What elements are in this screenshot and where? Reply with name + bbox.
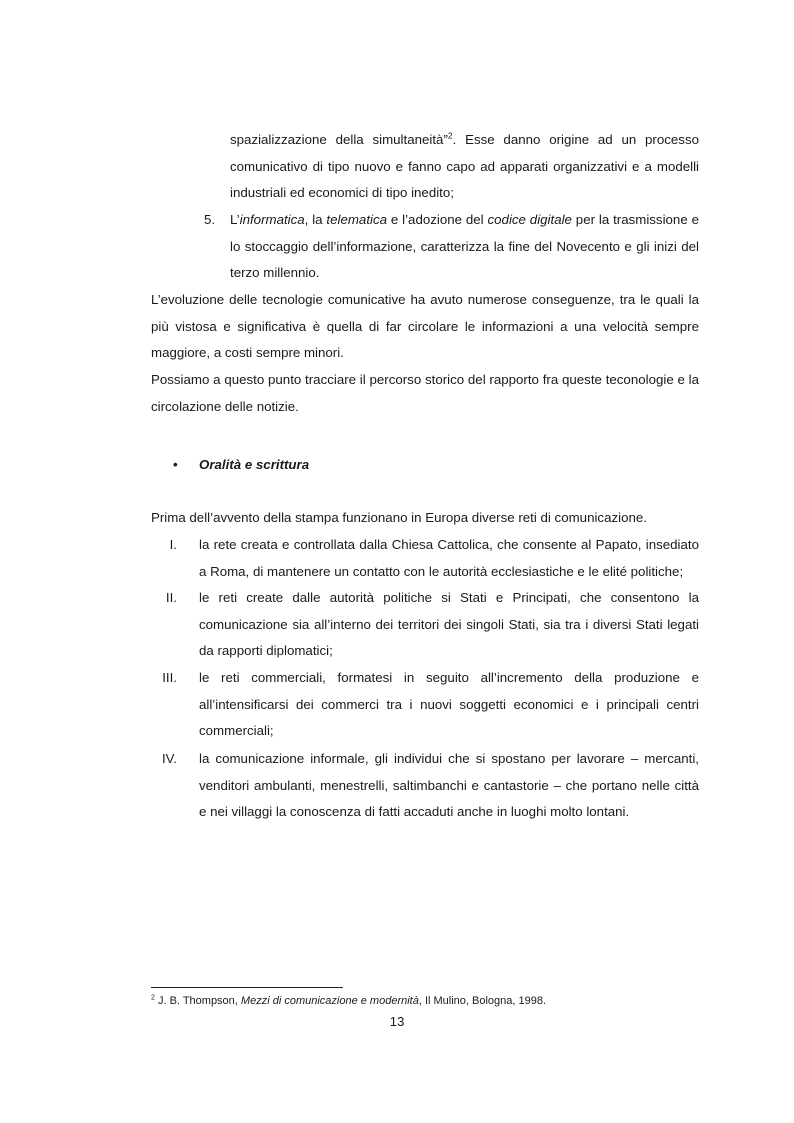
list-item-number: I. [169, 537, 177, 552]
page-number: 13 [389, 1014, 405, 1029]
footnote-title: Mezzi di comunicazione e modernità [240, 995, 419, 1007]
text-run: e l’adozione del [387, 212, 488, 227]
list-item-number: IV. [161, 751, 177, 766]
term-telematica: telematica [326, 212, 388, 227]
term-codice-digitale: codice digitale [487, 212, 572, 227]
footnote-number: 2 [151, 994, 155, 1002]
paragraph-percorso-storico: Possiamo a questo punto tracciare il percorso storico del rapporto fra queste teconologie e la circolazione delle notizie. [151, 372, 699, 414]
footnote-author: J. B. Thompson, [154, 995, 241, 1007]
section-heading [173, 452, 309, 479]
footnote [151, 993, 699, 1009]
list-item-continuation [230, 127, 699, 207]
paragraph-reti-comunicazione: Prima dell’avvento della stampa funzionano in Europa diverse reti di comunicazione. [151, 510, 647, 525]
list-item-roman-2 [151, 585, 699, 665]
text-run: per la trasmissione e lo stoccaggio dell’informazione, caratterizza la fine del Novecento e gli inizi del terzo millennio. [230, 212, 699, 281]
list-item-roman-4 [151, 746, 699, 826]
footnote-separator [151, 987, 343, 988]
list-item-body: la rete creata e controllata dalla Chiesa Cattolica, che consente al Papato, insediato a Roma, di mantenere un contatto con le autorità ecclesiastiche e le elité politiche; [199, 537, 699, 579]
text-run: , la [304, 212, 327, 227]
term-informatica: informatica [239, 212, 305, 227]
list-item-roman-3 [151, 665, 699, 745]
text-run: L’ [230, 212, 240, 227]
list-item-body: le reti create dalle autorità politiche si Stati e Principati, che consentono la comunicazione sia all’interno dei territori dei singoli Stati, sia tra i diversi Stati legati da rapporti diplomatici; [199, 590, 699, 659]
list-item-number: III. [162, 670, 177, 685]
list-item-roman-1 [151, 532, 699, 585]
bullet-icon: • [173, 457, 178, 472]
continuation-text-start: spazializzazione della simultaneità” [230, 132, 448, 147]
footnote-reference[interactable]: 2 [447, 130, 453, 141]
list-item-body: la comunicazione informale, gli individui che si spostano per lavorare – mercanti, venditori ambulanti, menestrelli, saltimbanchi e cantastorie – che portano nelle città e nei villaggi la conoscenza di fatti accaduti anche in luoghi molto lontani. [199, 751, 699, 820]
list-item-5 [204, 207, 699, 287]
list-item-number: 5. [204, 212, 216, 227]
footnote-publisher: , Il Mulino, Bologna, 1998. [418, 995, 547, 1007]
list-item-number: II. [165, 590, 177, 605]
continuation-text-end: . Esse danno origine ad un processo comunicativo di tipo nuovo e fanno capo ad apparati organizzativi e a modelli industriali ed economici di tipo inedito; [230, 132, 699, 201]
list-item-body [230, 207, 699, 287]
section-heading-text: Oralità e scrittura [199, 457, 310, 472]
paragraph-evoluzione: L’evoluzione delle tecnologie comunicative ha avuto numerose conseguenze, tra le quali la più vistosa e significativa è quella di far circolare le informazioni a una velocità sempre maggiore, a costi sempre minori. [151, 292, 699, 361]
list-item-body: le reti commerciali, formatesi in seguito all’incremento della produzione e all’intensificarsi dei commerci tra i nuovi soggetti economici e i principali centri commerciali; [199, 670, 699, 739]
